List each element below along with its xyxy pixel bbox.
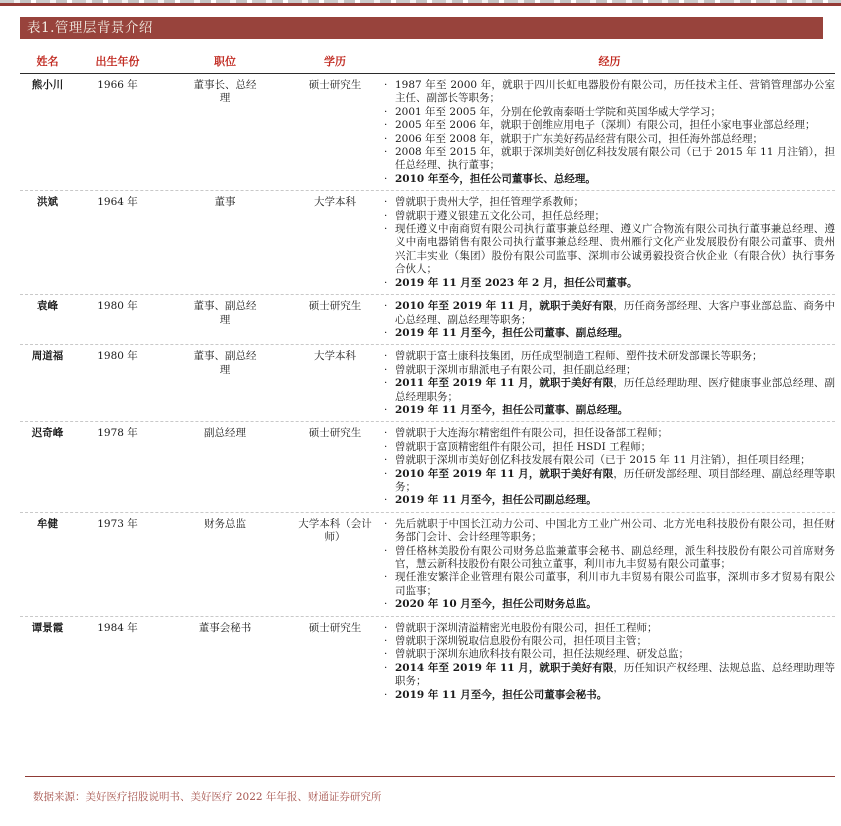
bullet-marker: · xyxy=(384,146,388,159)
bullet-marker: · xyxy=(384,688,388,701)
experience-item xyxy=(384,327,835,340)
experience-text: 现任遵义中南商贸有限公司执行董事兼总经理、遵义广合物流有限公司执行董事兼总经理、遵义中南电器销售有限公司执行董事兼总经理、贵州雁行文化产业发展股份有限公司董事、贵州兴汇丰实业（集团）股份有限公司监事、深圳市公诚勇毅投资合伙企业（有限合伙）执行事务合伙人； xyxy=(395,223,835,276)
experience-item xyxy=(384,210,835,223)
bullet-marker: · xyxy=(384,517,388,530)
experience-cell xyxy=(380,196,835,290)
birth-year: 1973 年 xyxy=(97,517,138,530)
experience-item xyxy=(384,106,835,119)
experience-item xyxy=(384,277,835,290)
experience-text: 2014 年至 2019 年 11 月，就职于美好有限，历任知识产权经理、法规总监、总经理助理等职务； xyxy=(395,661,835,688)
position-text: 董事会秘书 xyxy=(198,621,252,634)
position-text: 董事、副总经理 xyxy=(193,350,257,376)
manager-name: 熊小川 xyxy=(31,79,64,91)
experience-item xyxy=(384,350,835,363)
experience-text: 曾就职于贵州大学，担任管理学系教师； xyxy=(395,196,584,209)
bullet-marker: · xyxy=(384,494,388,507)
col-header-experience: 经历 xyxy=(598,55,621,68)
bullet-marker: · xyxy=(384,571,388,584)
bullet-marker: · xyxy=(384,454,388,467)
bullet-marker: · xyxy=(384,276,388,289)
experience-text: 2019 年 11 月至今，担任公司董事会秘书。 xyxy=(395,688,608,701)
experience-item xyxy=(384,196,835,209)
experience-cell xyxy=(380,518,835,612)
position-text: 副总经理 xyxy=(204,427,246,440)
bullet-marker: · xyxy=(384,172,388,185)
birth-year: 1980 年 xyxy=(97,300,138,313)
education xyxy=(290,79,380,186)
bullet-marker: · xyxy=(384,196,388,209)
col-header-position: 职位 xyxy=(214,55,236,68)
bullet-marker: · xyxy=(384,648,388,661)
bullet-marker: · xyxy=(384,132,388,145)
table-row xyxy=(20,190,835,294)
bullet-marker: · xyxy=(384,209,388,222)
experience-cell xyxy=(380,427,835,507)
education xyxy=(290,350,380,417)
experience-item xyxy=(384,494,835,507)
experience-item xyxy=(384,545,835,572)
management-table xyxy=(20,53,835,706)
experience-text: 2008 年至 2015 年，就职于深圳美好创亿科技发展有限公司（已于 2015 年 11 月注销），担任总经理、执行董事； xyxy=(395,146,835,172)
experience-text: 现任淮安繁洋企业管理有限公司董事，利川市九丰贸易有限公司监事，深圳市多才贸易有限公司监事； xyxy=(395,571,835,597)
experience-item xyxy=(384,223,835,277)
experience-item xyxy=(384,377,835,404)
education-text: 硕士研究生 xyxy=(308,427,362,440)
education-text: 硕士研究生 xyxy=(308,621,362,634)
birth-year: 1964 年 xyxy=(97,196,138,209)
bullet-marker: · xyxy=(384,427,388,440)
bullet-marker: · xyxy=(384,403,388,416)
position-text: 财务总监 xyxy=(204,517,246,530)
position xyxy=(160,622,290,702)
experience-cell xyxy=(380,350,835,417)
experience-text: 2019 年 11 月至今，担任公司董事、副总经理。 xyxy=(395,403,629,416)
experience-item xyxy=(384,300,835,327)
education-text: 大学本科 xyxy=(314,196,356,209)
experience-cell xyxy=(380,622,835,702)
manager-name: 袁峰 xyxy=(37,300,58,313)
birth-year: 1978 年 xyxy=(97,427,138,440)
experience-item xyxy=(384,133,835,146)
position-text: 董事长、总经理 xyxy=(193,79,257,105)
table-row xyxy=(20,74,835,190)
education xyxy=(290,518,380,612)
experience-cell xyxy=(380,79,835,186)
bullet-marker: · xyxy=(384,79,388,91)
table-row xyxy=(20,616,835,706)
birth-year: 1966 年 xyxy=(97,79,138,91)
top-red-rule xyxy=(0,3,841,6)
bullet-marker: · xyxy=(384,377,388,390)
education-text: 硕士研究生 xyxy=(308,300,362,313)
table-body xyxy=(20,74,835,706)
birth-year: 1980 年 xyxy=(97,350,138,363)
experience-text: 2019 年 11 月至今，担任公司副总经理。 xyxy=(395,494,597,507)
birth-year: 1984 年 xyxy=(97,621,138,634)
bullet-marker: · xyxy=(384,350,388,363)
table-row xyxy=(20,344,835,421)
manager-name: 谭景霞 xyxy=(31,621,64,634)
bullet-marker: · xyxy=(384,363,388,376)
experience-item xyxy=(384,635,835,648)
bullet-marker: · xyxy=(384,598,388,611)
education-text: 硕士研究生 xyxy=(308,79,362,91)
experience-text: 曾就职于深圳市鼎派电子有限公司，担任副总经理； xyxy=(395,363,637,376)
position xyxy=(160,196,290,290)
table-header-row xyxy=(20,53,835,74)
experience-item xyxy=(384,598,835,611)
experience-text: 2005 年至 2006 年，就职于创维应用电子（深圳）有限公司，担任小家电事业部总经理； xyxy=(395,119,816,132)
table-title-banner xyxy=(20,17,823,39)
experience-item xyxy=(384,454,835,467)
experience-text: 2006 年至 2008 年，就职于广东美好药品经营有限公司，担任海外部总经理； xyxy=(395,132,763,145)
table-row xyxy=(20,421,835,511)
bullet-marker: · xyxy=(384,223,388,236)
experience-item xyxy=(384,404,835,417)
bullet-marker: · xyxy=(384,661,388,674)
bullet-marker: · xyxy=(384,440,388,453)
col-header-name: 姓名 xyxy=(36,55,59,68)
experience-text: 曾就职于大连海尔精密组件有限公司，担任设备部工程师； xyxy=(395,427,668,440)
experience-item xyxy=(384,146,835,173)
bullet-marker: · xyxy=(384,621,388,634)
experience-text: 2019 年 11 月至 2023 年 2 月，担任公司董事。 xyxy=(395,276,638,289)
manager-name: 牟健 xyxy=(37,517,58,530)
manager-name: 迟奇峰 xyxy=(31,427,64,440)
manager-name: 洪斌 xyxy=(37,196,58,209)
experience-text: 2010 年至今，担任公司董事长、总经理。 xyxy=(395,172,596,185)
experience-item xyxy=(384,468,835,495)
table-title: 表1.管理层背景介绍 xyxy=(27,20,153,36)
position xyxy=(160,350,290,417)
bullet-marker: · xyxy=(384,635,388,648)
position-text: 董事、副总经理 xyxy=(193,300,257,326)
bullet-marker: · xyxy=(384,300,388,313)
experience-text: 曾就职于遵义银建五文化公司，担任总经理； xyxy=(395,209,605,222)
position xyxy=(160,518,290,612)
experience-text: 曾就职于深圳东迪欣科技有限公司，担任法规经理、研发总监； xyxy=(395,648,689,661)
position-text: 董事 xyxy=(214,196,236,209)
experience-text: 2010 年至 2019 年 11 月，就职于美好有限，历任商务部经理、大客户事业部总监、商务中心总经理、副总经理等职务； xyxy=(395,300,835,326)
experience-item xyxy=(384,689,835,702)
manager-name: 周道福 xyxy=(31,350,64,363)
experience-text: 2020 年 10 月至今，担任公司财务总监。 xyxy=(395,598,597,611)
source-note: 数据来源：美好医疗招股说明书、美好医疗 2022 年年报、财通证券研究所 xyxy=(33,791,382,803)
experience-text: 2011 年至 2019 年 11 月，就职于美好有限，历任总经理助理、医疗健康事业部总经理、副总经理职务； xyxy=(395,377,835,403)
experience-text: 曾就职于富士康科技集团，历任成型制造工程师、塑件技术研发部课长等职务； xyxy=(395,350,763,363)
education xyxy=(290,427,380,507)
experience-item xyxy=(384,441,835,454)
experience-item xyxy=(384,648,835,661)
bullet-marker: · xyxy=(384,119,388,132)
experience-item xyxy=(384,427,835,440)
experience-text: 2001 年至 2005 年，分别在伦敦南泰晤士学院和英国华威大学学习； xyxy=(395,105,721,118)
experience-item xyxy=(384,662,835,689)
experience-text: 曾就职于深圳市美好创亿科技发展有限公司（已于 2015 年 11 月注销），担任项目经理； xyxy=(395,454,811,467)
col-header-birthyear: 出生年份 xyxy=(95,55,140,68)
position xyxy=(160,300,290,340)
position xyxy=(160,79,290,186)
experience-cell xyxy=(380,300,835,340)
experience-text: 曾就职于深圳锐取信息股份有限公司，担任项目主管； xyxy=(395,635,647,648)
bullet-marker: · xyxy=(384,105,388,118)
experience-text: 1987 年至 2000 年，就职于四川长虹电器股份有限公司，历任技术主任、营销管理部办公室主任、副部长等职务； xyxy=(395,79,835,105)
bullet-marker: · xyxy=(384,467,388,480)
position xyxy=(160,427,290,507)
experience-item xyxy=(384,571,835,598)
table-row xyxy=(20,512,835,616)
bullet-marker: · xyxy=(384,544,388,557)
education-text: 大学本科（会计师） xyxy=(298,517,372,544)
experience-item xyxy=(384,518,835,545)
experience-item xyxy=(384,622,835,635)
experience-text: 2019 年 11 月至今，担任公司董事、副总经理。 xyxy=(395,326,629,339)
education-text: 大学本科 xyxy=(314,350,356,363)
experience-text: 曾就职于富顶精密组件有限公司，担任 HSDI 工程师； xyxy=(395,440,652,453)
education xyxy=(290,300,380,340)
footer-rule xyxy=(25,776,835,777)
experience-text: 曾就职于深圳清溢精密光电股份有限公司，担任工程师； xyxy=(395,621,658,634)
experience-text: 曾任格林美股份有限公司财务总监兼董事会秘书、副总经理，派生科技股份有限公司首席财务官，慧云新科技股份有限公司独立董事，利川市九丰贸易有限公司董事； xyxy=(395,544,835,570)
experience-item xyxy=(384,364,835,377)
experience-text: 2010 年至 2019 年 11 月，就职于美好有限，历任研发部经理、项目部经理、副总经理等职务； xyxy=(395,467,835,493)
table-row xyxy=(20,294,835,344)
education xyxy=(290,196,380,290)
experience-item xyxy=(384,173,835,186)
bullet-marker: · xyxy=(384,326,388,339)
col-header-education: 学历 xyxy=(324,55,346,68)
education xyxy=(290,622,380,702)
experience-text: 先后就职于中国长江动力公司、中国北方工业广州公司、北方光电科技股份有限公司，担任财务部门会计、会计经理等职务； xyxy=(395,517,835,544)
experience-item xyxy=(384,79,835,106)
experience-item xyxy=(384,119,835,132)
